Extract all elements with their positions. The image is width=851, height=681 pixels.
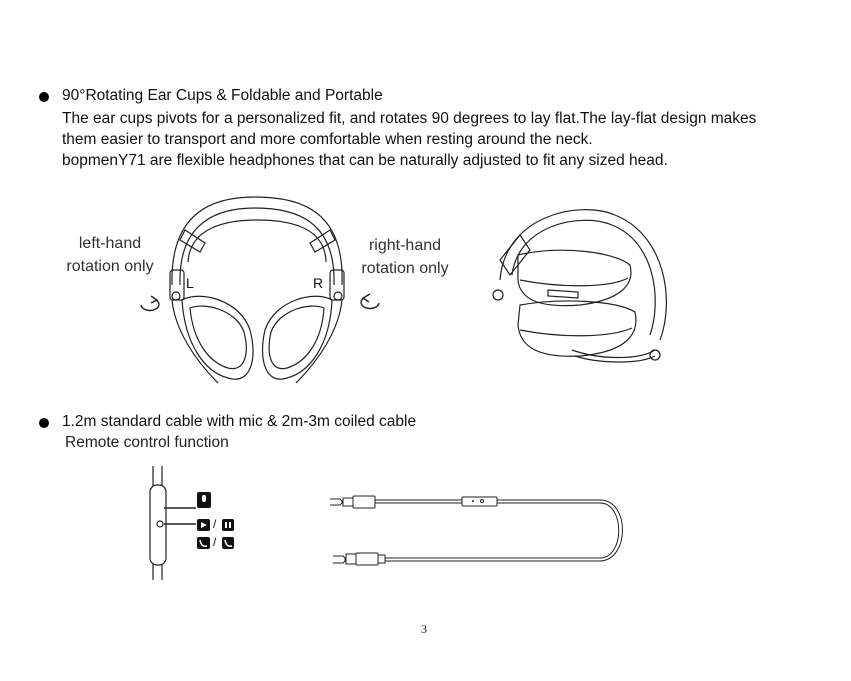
phone-answer-icon bbox=[197, 537, 210, 549]
mic-icon bbox=[197, 492, 211, 508]
slash-1: / bbox=[213, 517, 217, 531]
phone-hangup-icon bbox=[222, 537, 234, 549]
play-icon bbox=[197, 519, 210, 531]
bullet-2 bbox=[39, 418, 49, 428]
cup-right-letter: R bbox=[313, 275, 324, 291]
left-rotation-arrow-icon bbox=[141, 296, 159, 310]
left-label-line-1: left-hand bbox=[78, 235, 142, 252]
left-label-line-2: rotation only bbox=[66, 258, 154, 275]
right-label-line-1: right-hand bbox=[368, 237, 442, 254]
section1-line-3: bopmenY71 are flexible headphones that can be naturally adjusted to fit any sized head. bbox=[62, 152, 668, 169]
section1-line-2: them easier to transport and more comfortable when resting around the neck. bbox=[62, 131, 593, 148]
page-number: 3 bbox=[421, 622, 427, 636]
left-rotation-label bbox=[50, 232, 170, 278]
bullet-1 bbox=[39, 92, 49, 102]
section1-heading: 90°Rotating Ear Cups & Foldable and Portable bbox=[62, 87, 383, 104]
right-rotation-label bbox=[345, 234, 465, 280]
section2-subheading: Remote control function bbox=[65, 434, 229, 451]
pause-icon bbox=[222, 519, 234, 531]
slash-2: / bbox=[213, 535, 217, 549]
right-rotation-arrow-icon bbox=[361, 294, 379, 308]
cup-left-letter: L bbox=[186, 275, 194, 291]
section1-line-1: The ear cups pivots for a personalized fit, and rotates 90 degrees to lay flat.The lay-flat design makes bbox=[62, 110, 757, 127]
section2-heading: 1.2m standard cable with mic & 2m-3m coiled cable bbox=[62, 413, 417, 430]
right-label-line-2: rotation only bbox=[361, 260, 449, 277]
